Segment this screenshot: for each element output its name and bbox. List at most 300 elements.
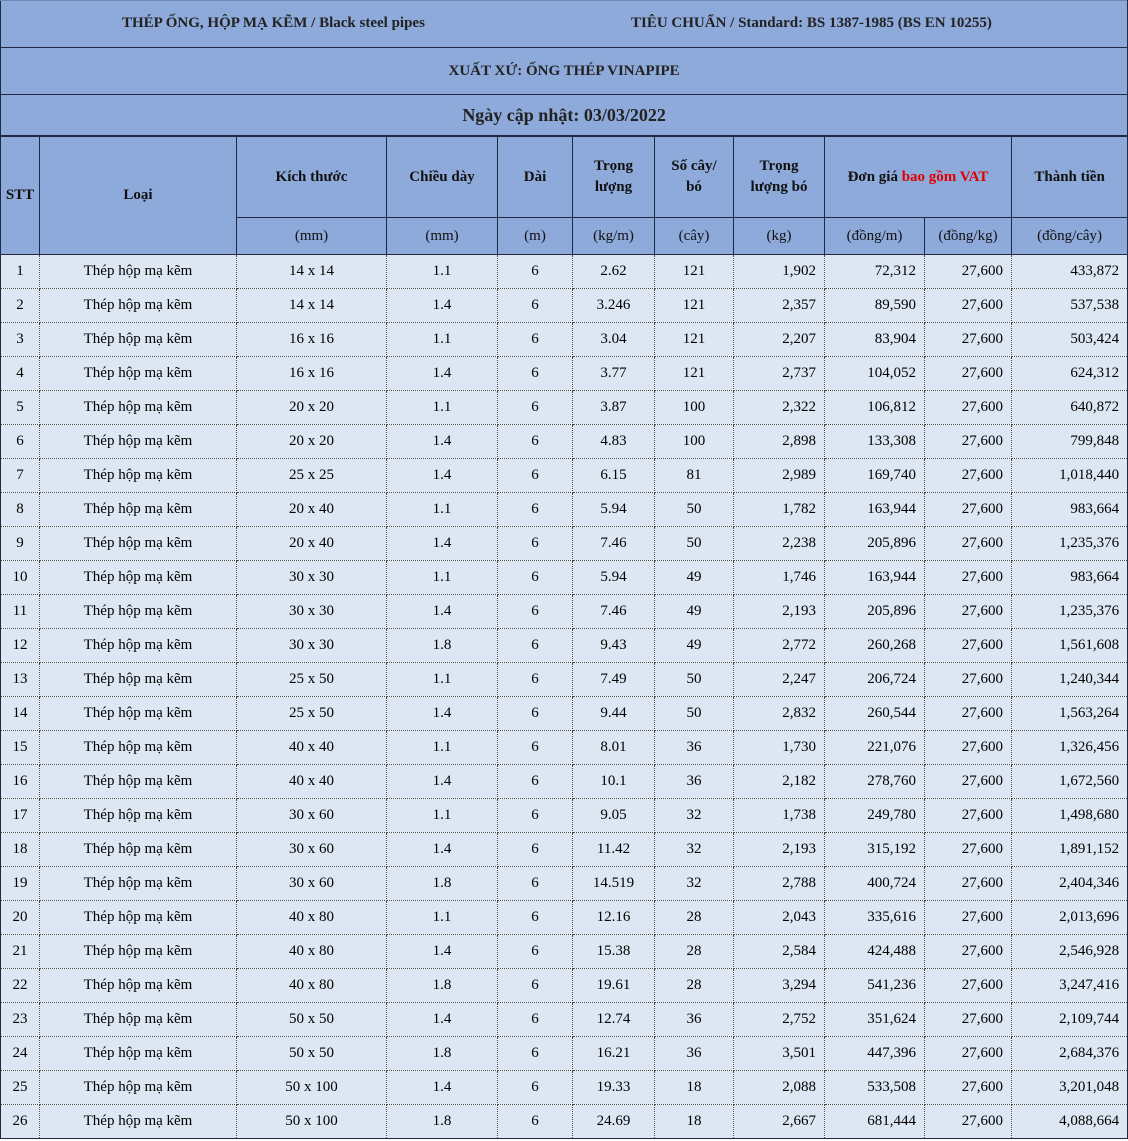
- trong-luong-bo-cell: 2,193: [734, 595, 825, 629]
- col-header-dai: Dài: [498, 136, 573, 218]
- don-gia-m-cell: 133,308: [825, 425, 925, 459]
- loai-cell: Thép hộp mạ kẽm: [40, 561, 237, 595]
- trong-luong-bo-cell: 2,043: [734, 901, 825, 935]
- trong-luong-bo-cell: 2,989: [734, 459, 825, 493]
- don-gia-label: Đơn giá: [847, 168, 902, 185]
- thanh-tien-cell: 2,404,346: [1012, 867, 1128, 901]
- dai-cell: 6: [498, 289, 573, 323]
- thanh-tien-cell: 4,088,664: [1012, 1105, 1128, 1139]
- dai-cell: 6: [498, 255, 573, 289]
- dai-cell: 6: [498, 799, 573, 833]
- trong-luong-cell: 5.94: [573, 493, 655, 527]
- thanh-tien-cell: 1,563,264: [1012, 697, 1128, 731]
- trong-luong-bo-cell: 2,772: [734, 629, 825, 663]
- don-gia-m-cell: 72,312: [825, 255, 925, 289]
- table-row: [1, 765, 1128, 799]
- don-gia-kg-cell: 27,600: [925, 799, 1012, 833]
- chieu-day-cell: 1.4: [387, 425, 498, 459]
- trong-luong-bo-cell: 1,782: [734, 493, 825, 527]
- col-header-trong-luong-bo: Trọng lượng bó: [734, 136, 825, 218]
- loai-cell: Thép hộp mạ kẽm: [40, 357, 237, 391]
- dai-cell: 6: [498, 833, 573, 867]
- so-cay-cell: 50: [655, 663, 734, 697]
- don-gia-m-cell: 260,268: [825, 629, 925, 663]
- kich-thuoc-cell: 50 x 100: [237, 1105, 387, 1139]
- chieu-day-cell: 1.1: [387, 391, 498, 425]
- don-gia-m-cell: 205,896: [825, 595, 925, 629]
- table-row: [1, 1003, 1128, 1037]
- chieu-day-cell: 1.4: [387, 527, 498, 561]
- chieu-day-cell: 1.1: [387, 493, 498, 527]
- loai-cell: Thép hộp mạ kẽm: [40, 1003, 237, 1037]
- don-gia-m-cell: 169,740: [825, 459, 925, 493]
- don-gia-m-cell: 106,812: [825, 391, 925, 425]
- loai-cell: Thép hộp mạ kẽm: [40, 595, 237, 629]
- thanh-tien-cell: 1,891,152: [1012, 833, 1128, 867]
- thanh-tien-cell: 1,018,440: [1012, 459, 1128, 493]
- chieu-day-cell: 1.8: [387, 867, 498, 901]
- unit-cell: (m): [498, 218, 573, 255]
- so-cay-cell: 49: [655, 595, 734, 629]
- trong-luong-cell: 2.62: [573, 255, 655, 289]
- trong-luong-cell: 3.87: [573, 391, 655, 425]
- loai-cell: Thép hộp mạ kẽm: [40, 289, 237, 323]
- trong-luong-bo-cell: 2,737: [734, 357, 825, 391]
- kich-thuoc-cell: 20 x 40: [237, 527, 387, 561]
- thanh-tien-cell: 1,498,680: [1012, 799, 1128, 833]
- thanh-tien-cell: 1,326,456: [1012, 731, 1128, 765]
- don-gia-kg-cell: 27,600: [925, 1071, 1012, 1105]
- so-cay-cell: 36: [655, 765, 734, 799]
- so-cay-cell: 121: [655, 289, 734, 323]
- trong-luong-cell: 5.94: [573, 561, 655, 595]
- don-gia-m-cell: 205,896: [825, 527, 925, 561]
- table-row: [1, 289, 1128, 323]
- don-gia-m-cell: 163,944: [825, 493, 925, 527]
- don-gia-kg-cell: 27,600: [925, 1105, 1012, 1139]
- stt-cell: 2: [1, 289, 40, 323]
- don-gia-kg-cell: 27,600: [925, 425, 1012, 459]
- trong-luong-cell: 16.21: [573, 1037, 655, 1071]
- unit-cell: (đồng/cây): [1012, 218, 1128, 255]
- col-header-so-cay-bo: Số cây/ bó: [655, 136, 734, 218]
- don-gia-m-cell: 260,544: [825, 697, 925, 731]
- thanh-tien-cell: 3,247,416: [1012, 969, 1128, 1003]
- chieu-day-cell: 1.4: [387, 1003, 498, 1037]
- stt-cell: 12: [1, 629, 40, 663]
- trong-luong-cell: 7.49: [573, 663, 655, 697]
- stt-cell: 3: [1, 323, 40, 357]
- trong-luong-bo-cell: 2,752: [734, 1003, 825, 1037]
- table-row: [1, 935, 1128, 969]
- loai-cell: Thép hộp mạ kẽm: [40, 425, 237, 459]
- so-cay-cell: 36: [655, 731, 734, 765]
- kich-thuoc-cell: 50 x 50: [237, 1003, 387, 1037]
- chieu-day-cell: 1.4: [387, 697, 498, 731]
- don-gia-kg-cell: 27,600: [925, 255, 1012, 289]
- dai-cell: 6: [498, 595, 573, 629]
- kich-thuoc-cell: 40 x 80: [237, 935, 387, 969]
- chieu-day-cell: 1.4: [387, 935, 498, 969]
- so-cay-cell: 50: [655, 493, 734, 527]
- kich-thuoc-cell: 50 x 100: [237, 1071, 387, 1105]
- trong-luong-bo-cell: 2,207: [734, 323, 825, 357]
- kich-thuoc-cell: 40 x 40: [237, 765, 387, 799]
- thanh-tien-cell: 624,312: [1012, 357, 1128, 391]
- stt-cell: 18: [1, 833, 40, 867]
- trong-luong-bo-cell: 3,501: [734, 1037, 825, 1071]
- stt-cell: 23: [1, 1003, 40, 1037]
- thanh-tien-cell: 1,561,608: [1012, 629, 1128, 663]
- trong-luong-cell: 15.38: [573, 935, 655, 969]
- stt-cell: 17: [1, 799, 40, 833]
- chieu-day-cell: 1.4: [387, 357, 498, 391]
- vat-label: bao gồm VAT: [901, 168, 989, 185]
- kich-thuoc-cell: 30 x 60: [237, 833, 387, 867]
- loai-cell: Thép hộp mạ kẽm: [40, 493, 237, 527]
- dai-cell: 6: [498, 697, 573, 731]
- dai-cell: 6: [498, 391, 573, 425]
- stt-cell: 26: [1, 1105, 40, 1139]
- kich-thuoc-cell: 40 x 80: [237, 901, 387, 935]
- kich-thuoc-cell: 30 x 60: [237, 867, 387, 901]
- so-cay-cell: 100: [655, 425, 734, 459]
- don-gia-m-cell: 447,396: [825, 1037, 925, 1071]
- kich-thuoc-cell: 30 x 30: [237, 629, 387, 663]
- stt-cell: 11: [1, 595, 40, 629]
- chieu-day-cell: 1.8: [387, 629, 498, 663]
- loai-cell: Thép hộp mạ kẽm: [40, 629, 237, 663]
- product-title: THÉP ỐNG, HỘP MẠ KẼM / Black steel pipes: [122, 15, 425, 31]
- table-row: [1, 833, 1128, 867]
- chieu-day-cell: 1.1: [387, 901, 498, 935]
- table-row: [1, 969, 1128, 1003]
- trong-luong-cell: 8.01: [573, 731, 655, 765]
- don-gia-m-cell: 541,236: [825, 969, 925, 1003]
- trong-luong-bo-cell: 2,898: [734, 425, 825, 459]
- don-gia-kg-cell: 27,600: [925, 1037, 1012, 1071]
- thanh-tien-cell: 503,424: [1012, 323, 1128, 357]
- so-cay-cell: 36: [655, 1037, 734, 1071]
- don-gia-m-cell: 221,076: [825, 731, 925, 765]
- loai-cell: Thép hộp mạ kẽm: [40, 867, 237, 901]
- don-gia-m-cell: 163,944: [825, 561, 925, 595]
- kich-thuoc-cell: 25 x 50: [237, 663, 387, 697]
- stt-cell: 7: [1, 459, 40, 493]
- trong-luong-cell: 9.44: [573, 697, 655, 731]
- kich-thuoc-cell: 30 x 30: [237, 595, 387, 629]
- trong-luong-cell: 19.61: [573, 969, 655, 1003]
- col-header-thanh-tien: Thành tiền: [1012, 136, 1128, 218]
- dai-cell: 6: [498, 901, 573, 935]
- col-header-chieu-day: Chiều dày: [387, 136, 498, 218]
- don-gia-kg-cell: 27,600: [925, 1003, 1012, 1037]
- dai-cell: 6: [498, 1037, 573, 1071]
- trong-luong-cell: 3.77: [573, 357, 655, 391]
- trong-luong-cell: 3.246: [573, 289, 655, 323]
- trong-luong-cell: 12.16: [573, 901, 655, 935]
- don-gia-kg-cell: 27,600: [925, 697, 1012, 731]
- don-gia-kg-cell: 27,600: [925, 663, 1012, 697]
- table-row: [1, 1037, 1128, 1071]
- stt-cell: 10: [1, 561, 40, 595]
- trong-luong-cell: 19.33: [573, 1071, 655, 1105]
- stt-cell: 25: [1, 1071, 40, 1105]
- so-cay-cell: 49: [655, 561, 734, 595]
- trong-luong-cell: 11.42: [573, 833, 655, 867]
- thanh-tien-cell: 2,109,744: [1012, 1003, 1128, 1037]
- trong-luong-bo-cell: 2,182: [734, 765, 825, 799]
- don-gia-kg-cell: 27,600: [925, 765, 1012, 799]
- table-row: [1, 595, 1128, 629]
- date-row: [1, 95, 1128, 137]
- stt-cell: 6: [1, 425, 40, 459]
- don-gia-m-cell: 351,624: [825, 1003, 925, 1037]
- unit-cell: (mm): [387, 218, 498, 255]
- trong-luong-cell: 6.15: [573, 459, 655, 493]
- table-row: [1, 323, 1128, 357]
- thanh-tien-cell: 1,235,376: [1012, 595, 1128, 629]
- dai-cell: 6: [498, 765, 573, 799]
- kich-thuoc-cell: 25 x 50: [237, 697, 387, 731]
- trong-luong-cell: 24.69: [573, 1105, 655, 1139]
- kich-thuoc-cell: 40 x 40: [237, 731, 387, 765]
- kich-thuoc-cell: 14 x 14: [237, 289, 387, 323]
- unit-cell: (mm): [237, 218, 387, 255]
- loai-cell: Thép hộp mạ kẽm: [40, 1037, 237, 1071]
- trong-luong-bo-cell: 3,294: [734, 969, 825, 1003]
- chieu-day-cell: 1.4: [387, 595, 498, 629]
- so-cay-cell: 50: [655, 697, 734, 731]
- dai-cell: 6: [498, 663, 573, 697]
- so-cay-cell: 50: [655, 527, 734, 561]
- trong-luong-cell: 9.05: [573, 799, 655, 833]
- trong-luong-bo-cell: 1,730: [734, 731, 825, 765]
- table-row: [1, 561, 1128, 595]
- don-gia-kg-cell: 27,600: [925, 629, 1012, 663]
- chieu-day-cell: 1.8: [387, 1105, 498, 1139]
- chieu-day-cell: 1.8: [387, 1037, 498, 1071]
- table-row: [1, 255, 1128, 289]
- don-gia-kg-cell: 27,600: [925, 867, 1012, 901]
- thanh-tien-cell: 1,235,376: [1012, 527, 1128, 561]
- stt-cell: 14: [1, 697, 40, 731]
- don-gia-kg-cell: 27,600: [925, 969, 1012, 1003]
- table-row: [1, 1071, 1128, 1105]
- so-cay-cell: 32: [655, 867, 734, 901]
- loai-cell: Thép hộp mạ kẽm: [40, 323, 237, 357]
- don-gia-m-cell: 249,780: [825, 799, 925, 833]
- table-row: [1, 357, 1128, 391]
- stt-cell: 19: [1, 867, 40, 901]
- trong-luong-bo-cell: 2,584: [734, 935, 825, 969]
- loai-cell: Thép hộp mạ kẽm: [40, 459, 237, 493]
- so-cay-cell: 121: [655, 323, 734, 357]
- trong-luong-cell: 14.519: [573, 867, 655, 901]
- dai-cell: 6: [498, 629, 573, 663]
- dai-cell: 6: [498, 493, 573, 527]
- table-row: [1, 391, 1128, 425]
- kich-thuoc-cell: 50 x 50: [237, 1037, 387, 1071]
- dai-cell: 6: [498, 323, 573, 357]
- unit-cell: (đồng/kg): [925, 218, 1012, 255]
- update-date: Ngày cập nhật: 03/03/2022: [1, 95, 1128, 137]
- origin-row: [1, 48, 1128, 95]
- loai-cell: Thép hộp mạ kẽm: [40, 833, 237, 867]
- trong-luong-cell: 3.04: [573, 323, 655, 357]
- dai-cell: 6: [498, 1105, 573, 1139]
- chieu-day-cell: 1.1: [387, 799, 498, 833]
- loai-cell: Thép hộp mạ kẽm: [40, 527, 237, 561]
- dai-cell: 6: [498, 459, 573, 493]
- chieu-day-cell: 1.1: [387, 731, 498, 765]
- don-gia-kg-cell: 27,600: [925, 323, 1012, 357]
- trong-luong-cell: 7.46: [573, 595, 655, 629]
- stt-cell: 4: [1, 357, 40, 391]
- dai-cell: 6: [498, 1003, 573, 1037]
- chieu-day-cell: 1.1: [387, 255, 498, 289]
- stt-cell: 1: [1, 255, 40, 289]
- trong-luong-cell: 9.43: [573, 629, 655, 663]
- loai-cell: Thép hộp mạ kẽm: [40, 935, 237, 969]
- so-cay-cell: 28: [655, 969, 734, 1003]
- chieu-day-cell: 1.4: [387, 765, 498, 799]
- don-gia-kg-cell: 27,600: [925, 561, 1012, 595]
- kich-thuoc-cell: 16 x 16: [237, 357, 387, 391]
- chieu-day-cell: 1.1: [387, 561, 498, 595]
- thanh-tien-cell: 3,201,048: [1012, 1071, 1128, 1105]
- unit-cell: (đồng/m): [825, 218, 925, 255]
- loai-cell: Thép hộp mạ kẽm: [40, 901, 237, 935]
- thanh-tien-cell: 1,240,344: [1012, 663, 1128, 697]
- stt-cell: 21: [1, 935, 40, 969]
- trong-luong-bo-cell: 2,238: [734, 527, 825, 561]
- dai-cell: 6: [498, 935, 573, 969]
- so-cay-cell: 121: [655, 255, 734, 289]
- thanh-tien-cell: 433,872: [1012, 255, 1128, 289]
- so-cay-cell: 18: [655, 1105, 734, 1139]
- table-row: [1, 867, 1128, 901]
- dai-cell: 6: [498, 357, 573, 391]
- chieu-day-cell: 1.8: [387, 969, 498, 1003]
- dai-cell: 6: [498, 1071, 573, 1105]
- don-gia-m-cell: 400,724: [825, 867, 925, 901]
- so-cay-cell: 100: [655, 391, 734, 425]
- loai-cell: Thép hộp mạ kẽm: [40, 1105, 237, 1139]
- loai-cell: Thép hộp mạ kẽm: [40, 731, 237, 765]
- trong-luong-bo-cell: 2,088: [734, 1071, 825, 1105]
- col-header-trong-luong: Trọng lượng: [573, 136, 655, 218]
- so-cay-cell: 32: [655, 799, 734, 833]
- thanh-tien-cell: 1,672,560: [1012, 765, 1128, 799]
- thanh-tien-cell: 983,664: [1012, 493, 1128, 527]
- stt-cell: 8: [1, 493, 40, 527]
- chieu-day-cell: 1.1: [387, 663, 498, 697]
- stt-cell: 22: [1, 969, 40, 1003]
- loai-cell: Thép hộp mạ kẽm: [40, 697, 237, 731]
- don-gia-kg-cell: 27,600: [925, 289, 1012, 323]
- dai-cell: 6: [498, 731, 573, 765]
- don-gia-m-cell: 104,052: [825, 357, 925, 391]
- trong-luong-cell: 7.46: [573, 527, 655, 561]
- don-gia-m-cell: 83,904: [825, 323, 925, 357]
- trong-luong-bo-cell: 2,247: [734, 663, 825, 697]
- kich-thuoc-cell: 30 x 30: [237, 561, 387, 595]
- title-row: [1, 1, 1128, 48]
- don-gia-kg-cell: 27,600: [925, 357, 1012, 391]
- don-gia-m-cell: 424,488: [825, 935, 925, 969]
- unit-cell: (kg/m): [573, 218, 655, 255]
- loai-cell: Thép hộp mạ kẽm: [40, 799, 237, 833]
- don-gia-m-cell: 278,760: [825, 765, 925, 799]
- chieu-day-cell: 1.4: [387, 289, 498, 323]
- chieu-day-cell: 1.1: [387, 323, 498, 357]
- table-row: [1, 493, 1128, 527]
- kich-thuoc-cell: 30 x 60: [237, 799, 387, 833]
- table-row: [1, 1105, 1128, 1139]
- so-cay-cell: 121: [655, 357, 734, 391]
- thanh-tien-cell: 2,546,928: [1012, 935, 1128, 969]
- kich-thuoc-cell: 16 x 16: [237, 323, 387, 357]
- table-row: [1, 697, 1128, 731]
- dai-cell: 6: [498, 561, 573, 595]
- trong-luong-bo-cell: 2,667: [734, 1105, 825, 1139]
- don-gia-kg-cell: 27,600: [925, 459, 1012, 493]
- table-row: [1, 731, 1128, 765]
- standard-title: TIÊU CHUẨN / Standard: BS 1387-1985 (BS EN 10255): [631, 15, 992, 31]
- thanh-tien-cell: 640,872: [1012, 391, 1128, 425]
- loai-cell: Thép hộp mạ kẽm: [40, 391, 237, 425]
- loai-cell: Thép hộp mạ kẽm: [40, 663, 237, 697]
- so-cay-cell: 36: [655, 1003, 734, 1037]
- don-gia-m-cell: 315,192: [825, 833, 925, 867]
- trong-luong-bo-cell: 2,322: [734, 391, 825, 425]
- don-gia-kg-cell: 27,600: [925, 901, 1012, 935]
- kich-thuoc-cell: 20 x 40: [237, 493, 387, 527]
- loai-cell: Thép hộp mạ kẽm: [40, 969, 237, 1003]
- don-gia-kg-cell: 27,600: [925, 935, 1012, 969]
- table-row: [1, 901, 1128, 935]
- chieu-day-cell: 1.4: [387, 833, 498, 867]
- col-header-stt: STT: [1, 136, 40, 255]
- don-gia-kg-cell: 27,600: [925, 391, 1012, 425]
- trong-luong-bo-cell: 1,746: [734, 561, 825, 595]
- origin-title: XUẤT XỨ: ỐNG THÉP VINAPIPE: [1, 48, 1128, 95]
- table-row: [1, 527, 1128, 561]
- col-header-kich-thuoc: Kích thước: [237, 136, 387, 218]
- don-gia-m-cell: 533,508: [825, 1071, 925, 1105]
- don-gia-m-cell: 206,724: [825, 663, 925, 697]
- col-header-loai: Loại: [40, 136, 237, 255]
- dai-cell: 6: [498, 527, 573, 561]
- thanh-tien-cell: 2,684,376: [1012, 1037, 1128, 1071]
- dai-cell: 6: [498, 425, 573, 459]
- kich-thuoc-cell: 40 x 80: [237, 969, 387, 1003]
- don-gia-kg-cell: 27,600: [925, 595, 1012, 629]
- table-row: [1, 663, 1128, 697]
- stt-cell: 15: [1, 731, 40, 765]
- trong-luong-cell: 10.1: [573, 765, 655, 799]
- trong-luong-cell: 12.74: [573, 1003, 655, 1037]
- don-gia-m-cell: 89,590: [825, 289, 925, 323]
- table-row: [1, 425, 1128, 459]
- kich-thuoc-cell: 20 x 20: [237, 391, 387, 425]
- trong-luong-bo-cell: 1,902: [734, 255, 825, 289]
- so-cay-cell: 28: [655, 935, 734, 969]
- col-header-don-gia: [825, 136, 1012, 218]
- stt-cell: 13: [1, 663, 40, 697]
- stt-cell: 9: [1, 527, 40, 561]
